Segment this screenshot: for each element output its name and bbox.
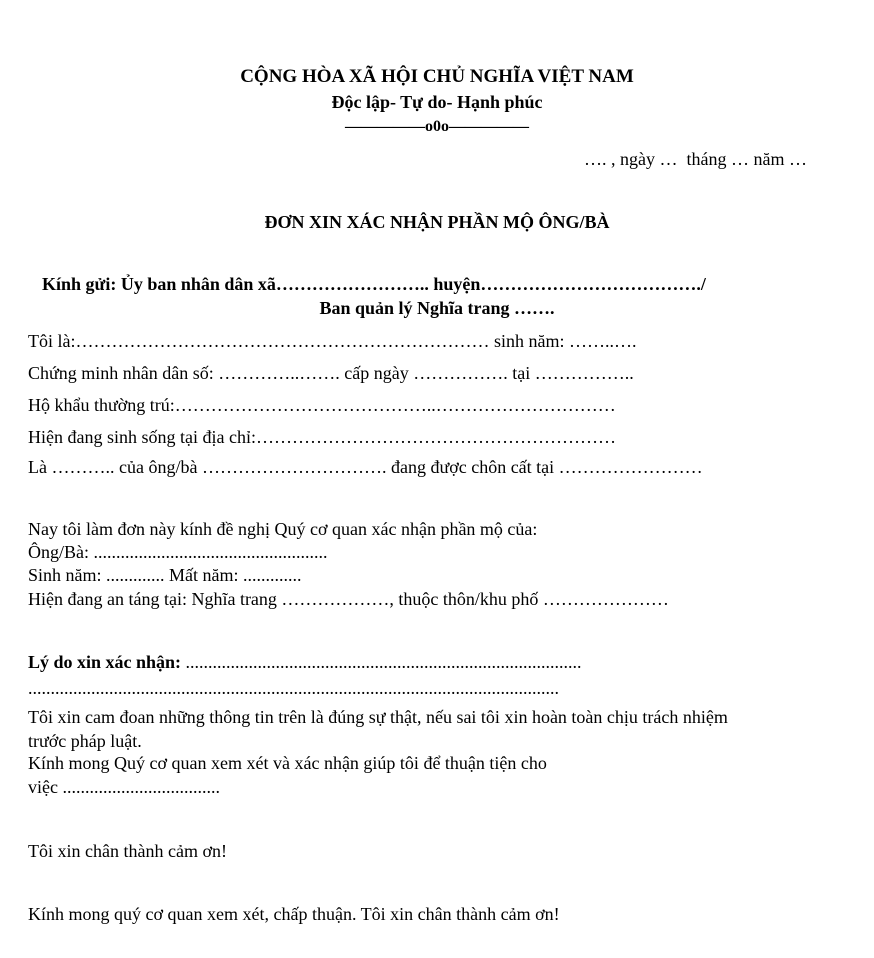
birth-death-years-line: Sinh năm: ............. Mất năm: ............. <box>28 565 302 585</box>
request-intro: Nay tôi làm đơn này kính đề nghị Quý cơ quan xác nhận phần mộ của: <box>28 519 538 539</box>
reason-label: Lý do xin xác nhận: <box>28 652 182 672</box>
commitment-line-2: trước pháp luật. <box>28 731 142 751</box>
id-card-line: Chứng minh nhân dân số: …………..……. cấp ngày ……………. tại …………….. <box>28 363 634 383</box>
country-heading: CỘNG HÒA XÃ HỘI CHỦ NGHĨA VIỆT NAM <box>240 66 634 87</box>
recipient-board: Ban quản lý Nghĩa trang ……. <box>319 298 555 318</box>
thanks-line: Tôi xin chân thành cảm ơn! <box>28 841 227 861</box>
current-address-line: Hiện đang sinh sống tại địa chỉ:…………………………………………………… <box>28 427 616 447</box>
deceased-name-line: Ông/Bà: .................................................... <box>28 542 328 562</box>
commitment-line-1: Tôi xin cam đoan những thông tin trên là đúng sự thật, nếu sai tôi xin hoàn toàn chịu trách nhiệm <box>28 707 728 727</box>
commitment-line-3: Kính mong Quý cơ quan xem xét và xác nhận giúp tôi để thuận tiện cho <box>28 753 547 773</box>
closing-line: Kính mong quý cơ quan xem xét, chấp thuận. Tôi xin chân thành cảm ơn! <box>28 904 560 924</box>
commitment-line-4: việc ................................... <box>28 777 220 797</box>
burial-location-line: Hiện đang an táng tại: Nghĩa trang ………………, thuộc thôn/khu phố ………………… <box>28 589 669 609</box>
reason-dots: ........................................................................................ <box>181 652 582 672</box>
motto: Độc lập- Tự do- Hạnh phúc <box>331 92 543 112</box>
relation-line: Là ……….. của ông/bà …………………………. đang được chôn cất tại …………………… <box>28 457 703 477</box>
residence-line: Hộ khẩu thường trú:……………………………………..………………………… <box>28 395 616 415</box>
reason-line <box>28 651 582 673</box>
recipient-line: Kính gửi: Ủy ban nhân dân xã…………………….. huyện………………………………./ <box>42 274 706 294</box>
date-line: …. , ngày … tháng … năm … <box>584 149 807 169</box>
document-title: ĐƠN XIN XÁC NHẬN PHẦN MỘ ÔNG/BÀ <box>264 212 610 232</box>
separator: —————o0o————— <box>345 118 529 135</box>
reason-dots-line: ...................................................................................................................... <box>28 678 559 698</box>
applicant-name-line: Tôi là:…………………………………………………………… sinh năm: ……..…. <box>28 331 637 351</box>
